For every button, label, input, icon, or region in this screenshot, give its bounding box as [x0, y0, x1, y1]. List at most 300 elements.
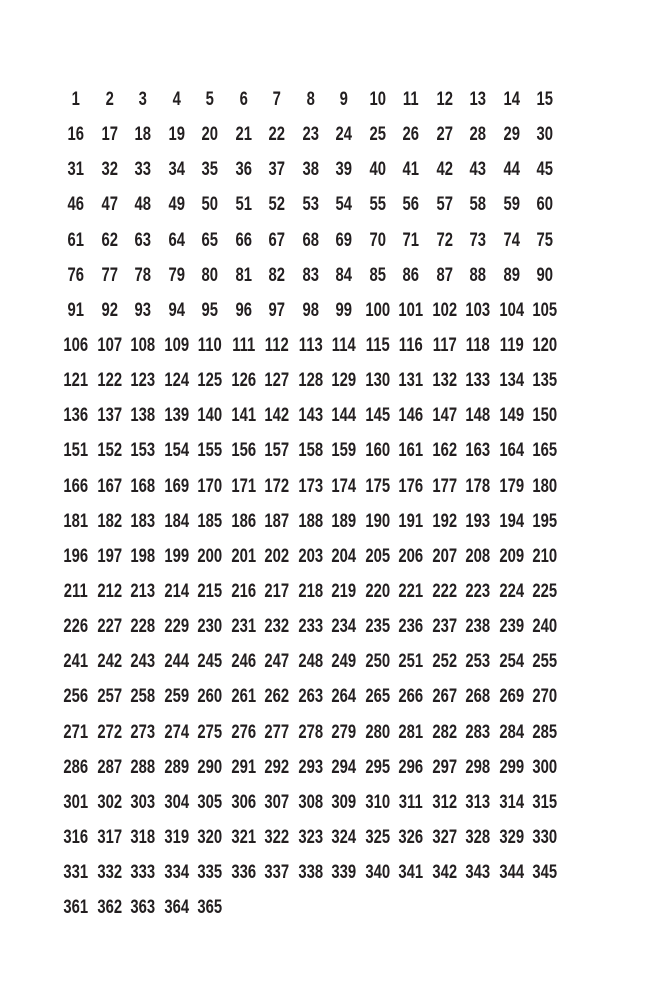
- number-cell: 97: [268, 299, 285, 321]
- number-cell: 169: [163, 475, 189, 497]
- number-cell: 42: [435, 159, 453, 181]
- number-cell: 83: [301, 264, 319, 286]
- number-cell: 151: [63, 440, 89, 462]
- number-cell: 96: [234, 299, 252, 321]
- number-cell: 201: [230, 545, 256, 567]
- number-cell: 204: [331, 545, 357, 567]
- number-cell: 222: [431, 581, 457, 603]
- number-cell: 24: [335, 124, 352, 146]
- number-cell: 69: [335, 229, 352, 251]
- number-cell: 148: [465, 405, 491, 427]
- number-cell: 16: [67, 124, 84, 146]
- number-cell: 328: [465, 827, 491, 849]
- number-cell: 297: [431, 756, 457, 778]
- number-cell: 304: [163, 791, 189, 813]
- number-cell: 89: [502, 264, 520, 286]
- number-cell: 72: [435, 229, 453, 251]
- number-cell: 68: [301, 229, 319, 251]
- number-cell: 234: [331, 616, 357, 638]
- number-cell: 62: [100, 229, 118, 251]
- number-cell: 117: [432, 335, 457, 357]
- number-cell: 56: [402, 194, 419, 216]
- number-cell: 70: [368, 229, 386, 251]
- number-cell: 15: [536, 89, 553, 111]
- number-cell: 39: [335, 159, 352, 181]
- number-cell: 336: [230, 862, 256, 884]
- number-cell: 82: [268, 264, 285, 286]
- number-cell: 261: [230, 686, 256, 708]
- number-cell: 186: [230, 510, 256, 532]
- number-cell: 123: [130, 370, 156, 392]
- number-cell: 281: [398, 721, 424, 743]
- number-cell: 86: [402, 264, 419, 286]
- number-cell: 11: [402, 89, 419, 111]
- number-cell: 324: [331, 827, 357, 849]
- number-cell: 92: [100, 299, 118, 321]
- number-grid: [59, 82, 562, 925]
- number-cell: 77: [100, 264, 118, 286]
- number-cell: 19: [167, 124, 185, 146]
- number-cell: 326: [398, 827, 424, 849]
- number-cell: 257: [96, 686, 122, 708]
- number-cell: 166: [63, 475, 89, 497]
- number-cell: 153: [130, 440, 156, 462]
- number-cell: 93: [134, 299, 151, 321]
- number-cell: 144: [331, 405, 357, 427]
- number-cell: 190: [364, 510, 390, 532]
- number-cell: 32: [100, 159, 118, 181]
- number-cell: 73: [469, 229, 486, 251]
- number-cell: 335: [197, 862, 223, 884]
- number-cell: 279: [331, 721, 357, 743]
- number-cell: 339: [331, 862, 357, 884]
- number-cell: 33: [134, 159, 151, 181]
- number-cell: 179: [498, 475, 524, 497]
- number-cell: 238: [465, 616, 491, 638]
- number-cell: 307: [264, 791, 290, 813]
- number-cell: 134: [498, 370, 524, 392]
- number-cell: 226: [63, 616, 89, 638]
- number-cell: 126: [230, 370, 256, 392]
- number-cell: 253: [465, 651, 491, 673]
- number-cell: 57: [435, 194, 453, 216]
- number-cell: 108: [130, 335, 156, 357]
- number-cell: 18: [134, 124, 151, 146]
- number-cell: 213: [130, 581, 156, 603]
- number-cell: 79: [167, 264, 185, 286]
- number-cell: 99: [335, 299, 352, 321]
- number-cell: 127: [264, 370, 290, 392]
- number-cell: 241: [63, 651, 89, 673]
- number-cell: 156: [230, 440, 256, 462]
- number-cell: 12: [435, 89, 453, 111]
- number-cell: 229: [163, 616, 189, 638]
- number-cell: 95: [201, 299, 218, 321]
- number-cell: 185: [197, 510, 223, 532]
- number-cell: 254: [498, 651, 524, 673]
- number-cell: 252: [431, 651, 457, 673]
- number-cell: 223: [465, 581, 491, 603]
- number-cell: 247: [264, 651, 290, 673]
- number-cell: 362: [96, 897, 122, 919]
- number-cell: 34: [167, 159, 185, 181]
- number-cell: 167: [96, 475, 122, 497]
- number-cell: 338: [297, 862, 323, 884]
- number-cell: 305: [197, 791, 223, 813]
- number-cell: 147: [431, 405, 457, 427]
- number-cell: 3: [138, 89, 147, 111]
- number-cell: 59: [502, 194, 520, 216]
- number-cell: 288: [130, 756, 156, 778]
- number-cell: 74: [502, 229, 520, 251]
- number-cell: 41: [402, 159, 419, 181]
- number-cell: 296: [398, 756, 424, 778]
- number-cell: 228: [130, 616, 156, 638]
- number-cell: 215: [197, 581, 223, 603]
- number-cell: 104: [498, 299, 524, 321]
- number-cell: 49: [167, 194, 185, 216]
- number-cell: 278: [297, 721, 323, 743]
- number-cell: 177: [431, 475, 457, 497]
- number-cell: 35: [201, 159, 218, 181]
- number-cell: 5: [205, 89, 214, 111]
- number-cell: 289: [163, 756, 189, 778]
- number-cell: 178: [465, 475, 491, 497]
- number-cell: 285: [532, 721, 558, 743]
- number-cell: 61: [67, 229, 84, 251]
- number-cell: 310: [364, 791, 390, 813]
- number-cell: 116: [398, 335, 423, 357]
- number-cell: 319: [163, 827, 189, 849]
- number-cell: 110: [197, 335, 222, 357]
- number-cell: 203: [297, 545, 323, 567]
- number-cell: 313: [465, 791, 491, 813]
- number-cell: 255: [532, 651, 558, 673]
- number-cell: 294: [331, 756, 357, 778]
- number-cell: 55: [368, 194, 386, 216]
- number-cell: 200: [197, 545, 223, 567]
- number-cell: 53: [301, 194, 319, 216]
- number-cell: 272: [96, 721, 122, 743]
- number-cell: 129: [331, 370, 357, 392]
- number-cell: 246: [230, 651, 256, 673]
- number-cell: 165: [532, 440, 558, 462]
- number-cell: 343: [465, 862, 491, 884]
- number-cell: 17: [100, 124, 118, 146]
- number-cell: 337: [264, 862, 290, 884]
- number-cell: 277: [264, 721, 290, 743]
- number-cell: 188: [297, 510, 323, 532]
- number-cell: 136: [63, 405, 89, 427]
- number-cell: 284: [498, 721, 524, 743]
- number-cell: 187: [264, 510, 290, 532]
- number-cell: 131: [398, 370, 424, 392]
- number-cell: 303: [130, 791, 156, 813]
- number-cell: 52: [268, 194, 285, 216]
- number-cell: 26: [402, 124, 419, 146]
- number-cell: 308: [297, 791, 323, 813]
- number-cell: 332: [96, 862, 122, 884]
- number-cell: 290: [197, 756, 223, 778]
- number-cell: 46: [67, 194, 84, 216]
- number-cell: 239: [498, 616, 524, 638]
- number-cell: 158: [297, 440, 323, 462]
- number-cell: 94: [167, 299, 185, 321]
- number-cell: 13: [469, 89, 486, 111]
- number-cell: 333: [130, 862, 156, 884]
- number-cell: 331: [63, 862, 89, 884]
- number-cell: 71: [402, 229, 419, 251]
- number-cell: 181: [63, 510, 89, 532]
- number-cell: 364: [163, 897, 189, 919]
- number-cell: 30: [536, 124, 553, 146]
- number-cell: 103: [465, 299, 491, 321]
- number-cell: 242: [96, 651, 122, 673]
- number-cell: 292: [264, 756, 290, 778]
- number-cell: 21: [234, 124, 252, 146]
- number-cell: 85: [368, 264, 386, 286]
- number-cell: 23: [301, 124, 319, 146]
- number-cell: 2: [105, 89, 114, 111]
- number-cell: 6: [239, 89, 248, 111]
- number-cell: 318: [130, 827, 156, 849]
- number-cell: 320: [197, 827, 223, 849]
- number-cell: 31: [67, 159, 84, 181]
- number-cell: 316: [63, 827, 89, 849]
- number-cell: 267: [431, 686, 457, 708]
- number-cell: 282: [431, 721, 457, 743]
- number-cell: 22: [268, 124, 285, 146]
- number-cell: 146: [398, 405, 424, 427]
- number-cell: 121: [63, 370, 89, 392]
- number-cell: 80: [201, 264, 218, 286]
- number-cell: 363: [130, 897, 156, 919]
- number-cell: 232: [264, 616, 290, 638]
- number-cell: 120: [532, 335, 558, 357]
- number-cell: 365: [197, 897, 223, 919]
- number-cell: 67: [268, 229, 285, 251]
- number-cell: 317: [96, 827, 122, 849]
- number-cell: 84: [335, 264, 352, 286]
- number-cell: 184: [163, 510, 189, 532]
- number-cell: 274: [163, 721, 189, 743]
- number-cell: 244: [163, 651, 189, 673]
- number-cell: 250: [364, 651, 390, 673]
- number-cell: 9: [339, 89, 348, 111]
- number-cell: 145: [364, 405, 390, 427]
- number-cell: 192: [431, 510, 457, 532]
- number-cell: 176: [398, 475, 424, 497]
- number-cell: 263: [297, 686, 323, 708]
- number-cell: 218: [297, 581, 323, 603]
- number-cell: 150: [532, 405, 558, 427]
- number-cell: 87: [435, 264, 453, 286]
- number-cell: 262: [264, 686, 290, 708]
- number-cell: 119: [499, 335, 524, 357]
- number-cell: 195: [532, 510, 558, 532]
- number-cell: 240: [532, 616, 558, 638]
- number-cell: 196: [63, 545, 89, 567]
- number-cell: 138: [130, 405, 156, 427]
- number-cell: 157: [264, 440, 290, 462]
- number-cell: 160: [364, 440, 390, 462]
- number-cell: 38: [301, 159, 319, 181]
- number-cell: 114: [331, 335, 356, 357]
- number-cell: 139: [163, 405, 189, 427]
- number-cell: 221: [398, 581, 424, 603]
- number-cell: 25: [368, 124, 386, 146]
- number-cell: 237: [431, 616, 457, 638]
- number-cell: 66: [234, 229, 252, 251]
- number-cell: 81: [234, 264, 252, 286]
- number-cell: 227: [96, 616, 122, 638]
- number-cell: 10: [368, 89, 386, 111]
- number-cell: 161: [398, 440, 424, 462]
- number-cell: 44: [502, 159, 520, 181]
- number-cell: 113: [298, 335, 323, 357]
- number-cell: 273: [130, 721, 156, 743]
- number-cell: 248: [297, 651, 323, 673]
- number-cell: 154: [163, 440, 189, 462]
- number-cell: 182: [96, 510, 122, 532]
- number-cell: 264: [331, 686, 357, 708]
- number-cell: 37: [268, 159, 285, 181]
- number-cell: 109: [163, 335, 189, 357]
- number-cell: 286: [63, 756, 89, 778]
- number-cell: 265: [364, 686, 390, 708]
- number-cell: 329: [498, 827, 524, 849]
- number-cell: 143: [297, 405, 323, 427]
- number-cell: 48: [134, 194, 151, 216]
- number-cell: 301: [63, 791, 89, 813]
- number-cell: 198: [130, 545, 156, 567]
- number-cell: 325: [364, 827, 390, 849]
- number-cell: 302: [96, 791, 122, 813]
- number-cell: 298: [465, 756, 491, 778]
- number-cell: 342: [431, 862, 457, 884]
- number-cell: 224: [498, 581, 524, 603]
- number-cell: 175: [364, 475, 390, 497]
- number-cell: 135: [532, 370, 558, 392]
- number-cell: 98: [301, 299, 319, 321]
- number-cell: 199: [163, 545, 189, 567]
- number-cell: 173: [297, 475, 323, 497]
- number-cell: 180: [532, 475, 558, 497]
- number-cell: 225: [532, 581, 558, 603]
- number-cell: 130: [364, 370, 390, 392]
- number-cell: 299: [498, 756, 524, 778]
- number-cell: 36: [234, 159, 252, 181]
- number-cell: 217: [264, 581, 290, 603]
- number-cell: 43: [469, 159, 486, 181]
- number-cell: 60: [536, 194, 553, 216]
- number-cell: 64: [167, 229, 185, 251]
- number-cell: 107: [96, 335, 122, 357]
- number-cell: 314: [498, 791, 524, 813]
- number-cell: 101: [398, 299, 424, 321]
- number-cell: 191: [398, 510, 424, 532]
- number-cell: 315: [532, 791, 558, 813]
- number-cell: 112: [264, 335, 289, 357]
- number-cell: 312: [431, 791, 457, 813]
- number-cell: 236: [398, 616, 424, 638]
- number-cell: 341: [398, 862, 424, 884]
- number-cell: 194: [498, 510, 524, 532]
- number-cell: 171: [230, 475, 256, 497]
- number-cell: 163: [465, 440, 491, 462]
- number-cell: 162: [431, 440, 457, 462]
- number-cell: 4: [172, 89, 181, 111]
- number-cell: 50: [201, 194, 218, 216]
- number-cell: 243: [130, 651, 156, 673]
- number-cell: 20: [201, 124, 218, 146]
- number-cell: 212: [96, 581, 122, 603]
- number-cell: 172: [264, 475, 290, 497]
- number-cell: 45: [536, 159, 553, 181]
- number-cell: 168: [130, 475, 156, 497]
- number-cell: 63: [134, 229, 151, 251]
- number-cell: 344: [498, 862, 524, 884]
- number-cell: 211: [63, 581, 88, 603]
- number-cell: 159: [331, 440, 357, 462]
- number-cell: 309: [331, 791, 357, 813]
- number-cell: 209: [498, 545, 524, 567]
- number-cell: 142: [264, 405, 290, 427]
- number-cell: 118: [465, 335, 490, 357]
- number-cell: 170: [197, 475, 223, 497]
- number-cell: 149: [498, 405, 524, 427]
- number-cell: 245: [197, 651, 223, 673]
- number-cell: 291: [230, 756, 256, 778]
- number-cell: 155: [197, 440, 223, 462]
- number-cell: 287: [96, 756, 122, 778]
- number-cell: 54: [335, 194, 352, 216]
- number-cell: 293: [297, 756, 323, 778]
- number-cell: 133: [465, 370, 491, 392]
- number-cell: 334: [163, 862, 189, 884]
- number-cell: 270: [532, 686, 558, 708]
- number-cell: 58: [469, 194, 486, 216]
- number-cell: 207: [431, 545, 457, 567]
- number-cell: 268: [465, 686, 491, 708]
- number-cell: 51: [234, 194, 252, 216]
- number-cell: 214: [163, 581, 189, 603]
- number-cell: 125: [197, 370, 223, 392]
- number-cell: 295: [364, 756, 390, 778]
- number-cell: 7: [272, 89, 281, 111]
- number-cell: 327: [431, 827, 457, 849]
- number-cell: 197: [96, 545, 122, 567]
- number-cell: 111: [231, 335, 255, 357]
- number-cell: 205: [364, 545, 390, 567]
- number-cell: 141: [230, 405, 256, 427]
- number-cell: 251: [398, 651, 424, 673]
- number-cell: 27: [435, 124, 453, 146]
- number-cell: 105: [532, 299, 558, 321]
- number-cell: 124: [163, 370, 189, 392]
- number-cell: 164: [498, 440, 524, 462]
- number-cell: 106: [63, 335, 89, 357]
- number-cell: 65: [201, 229, 218, 251]
- number-cell: 210: [532, 545, 558, 567]
- number-cell: 122: [96, 370, 122, 392]
- number-cell: 206: [398, 545, 424, 567]
- number-cell: 276: [230, 721, 256, 743]
- number-cell: 233: [297, 616, 323, 638]
- number-cell: 78: [134, 264, 151, 286]
- number-cell: 183: [130, 510, 156, 532]
- number-cell: 128: [297, 370, 323, 392]
